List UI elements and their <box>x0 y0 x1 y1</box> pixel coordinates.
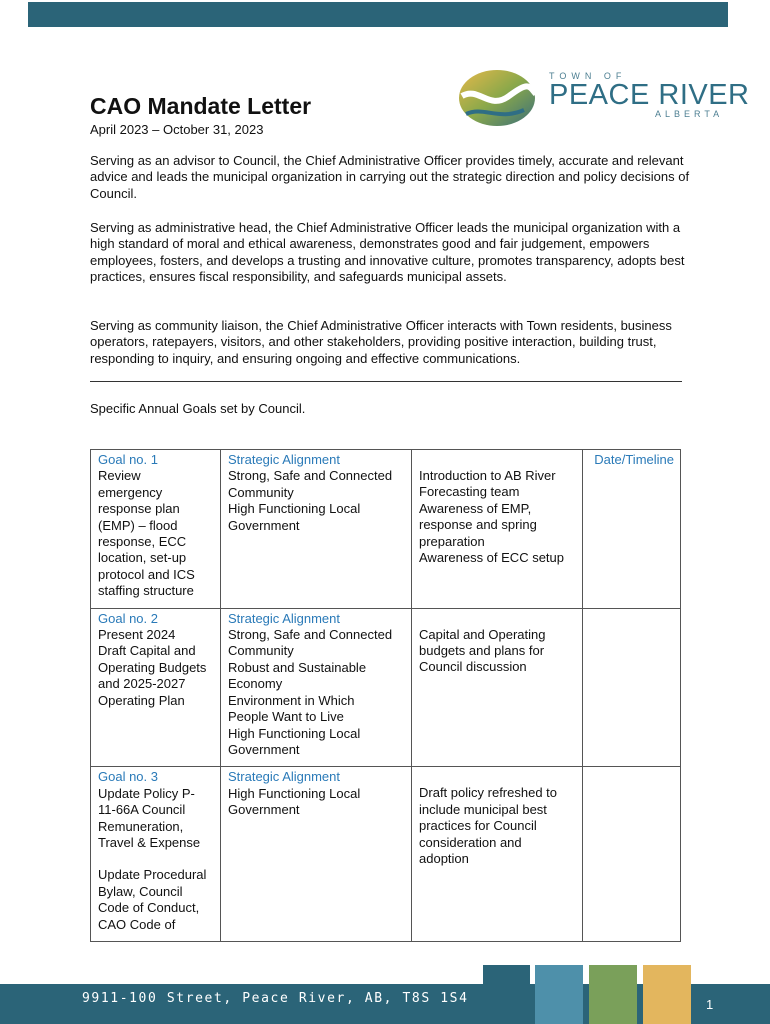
goal-line: Operating Budgets <box>98 659 207 675</box>
footer-square-teal <box>483 965 530 984</box>
alignment-line: Robust and Sustainable <box>228 659 367 675</box>
goal-cell <box>91 450 221 609</box>
goal-line: and 2025-2027 <box>98 676 186 692</box>
goal-line: Review <box>98 468 141 484</box>
date-cell <box>583 767 681 942</box>
outcome-line: preparation <box>419 533 485 549</box>
alignment-line: Environment in Which <box>228 692 355 708</box>
mandate-dates: April 2023 – October 31, 2023 <box>90 122 264 137</box>
alignment-line: Strong, Safe and Connected <box>228 468 393 484</box>
goal-label: Goal no. 1 <box>98 452 158 467</box>
goal-line: Present 2024 <box>98 627 176 643</box>
outcome-line: Forecasting team <box>419 484 520 500</box>
strategic-alignment-label: Strategic Alignment <box>228 452 341 467</box>
goal-line: CAO Code of <box>98 916 176 932</box>
goal-line: Code of Conduct, <box>98 900 200 916</box>
paragraph-admin-head: Serving as administrative head, the Chief Administrative Officer leads the municipal organization with a high standard of moral and ethical awareness, demonstrates good and fair judgement, empowers employees, fosters, and develops a trusting and innovative culture, promotes transparency, adopts best practices, ensures fiscal responsibility, and safeguards municipal assets. <box>90 220 685 285</box>
date-timeline-header: Date/Timeline <box>594 452 674 467</box>
goal-line: (EMP) – flood <box>98 517 178 533</box>
logo-town-name: PEACE RIVER <box>549 79 750 111</box>
page-title: CAO Mandate Letter <box>90 93 312 119</box>
goal-line: Draft Capital and <box>98 643 196 659</box>
alignment-line: Government <box>228 517 300 533</box>
outcome-line: Council discussion <box>419 659 527 675</box>
goal-label: Goal no. 2 <box>98 610 158 626</box>
outcome-line: adoption <box>419 850 469 866</box>
table-row <box>91 450 681 609</box>
goal-line: Update Procedural <box>98 867 207 883</box>
alignment-line: Community <box>228 643 294 659</box>
goal-line: Operating Plan <box>98 692 185 708</box>
table-row <box>91 767 681 942</box>
outcome-line: budgets and plans for <box>419 643 545 659</box>
goal-line: Bylaw, Council <box>98 883 183 899</box>
goal-line: Remuneration, <box>98 818 184 834</box>
alignment-cell <box>221 450 412 609</box>
alignment-cell <box>221 767 412 942</box>
alignment-cell <box>221 608 412 767</box>
outcome-line: practices for Council <box>419 818 537 834</box>
logo-town-of: TOWN OF <box>549 71 627 81</box>
strategic-alignment-label: Strategic Alignment <box>228 610 341 626</box>
goal-line: Travel & Expense <box>98 834 201 850</box>
alignment-line: Community <box>228 484 294 500</box>
outcome-line: Awareness of EMP, <box>419 500 532 516</box>
alignment-line: Strong, Safe and Connected <box>228 627 393 643</box>
alignment-line: Government <box>228 741 300 757</box>
footer-square-blue <box>535 965 583 1024</box>
goal-line: location, set-up <box>98 550 187 566</box>
outcome-line: Capital and Operating <box>419 626 546 642</box>
goal-line: staffing structure <box>98 583 194 599</box>
alignment-line: High Functioning Local <box>228 725 361 741</box>
alignment-line: People Want to Live <box>228 709 344 725</box>
outcome-line: response and spring <box>419 517 537 533</box>
goal-cell <box>91 608 221 767</box>
footer-address: 9911-100 Street, Peace River, AB, T8S 1S4 <box>82 991 469 1006</box>
paragraph-liaison: Serving as community liaison, the Chief Administrative Officer interacts with Town residents, business operators, ratepayers, visitors, and other stakeholders, providing positive interaction, building trust, responding to inquiry, and ensuring ongoing and effective communications. <box>90 318 672 366</box>
date-cell <box>583 450 681 609</box>
alignment-line: Economy <box>228 676 283 692</box>
top-header-bar <box>28 2 728 27</box>
outcome-cell <box>412 608 583 767</box>
strategic-alignment-label: Strategic Alignment <box>228 769 341 785</box>
goal-line: 11-66A Council <box>98 802 186 818</box>
goals-intro: Specific Annual Goals set by Council. <box>90 401 306 416</box>
footer-square-gold <box>643 965 691 1024</box>
goal-line: response plan <box>98 501 180 517</box>
goal-line: response, ECC <box>98 534 187 550</box>
outcome-cell <box>412 767 583 942</box>
alignment-line: Government <box>228 802 300 818</box>
paragraph-advisor: Serving as an advisor to Council, the Chief Administrative Officer provides timely, accurate and relevant advice and leads the municipal organization in carrying out the strategic direction and policy decisions of Council. <box>90 153 690 201</box>
outcome-cell <box>412 450 583 609</box>
table-row <box>91 608 681 767</box>
page-number: 1 <box>706 997 714 1012</box>
outcome-line: Awareness of ECC setup <box>419 550 564 566</box>
section-divider <box>90 381 682 382</box>
alignment-line: High Functioning Local <box>228 785 361 801</box>
outcome-line: Introduction to AB River <box>419 468 556 483</box>
date-cell <box>583 608 681 767</box>
goal-line: emergency <box>98 484 163 500</box>
goal-cell <box>91 767 221 942</box>
logo-province: ALBERTA <box>655 109 724 119</box>
footer-square-green <box>589 965 637 1024</box>
outcome-line: include municipal best <box>419 801 547 817</box>
alignment-line: High Functioning Local <box>228 501 361 517</box>
outcome-line: Draft policy refreshed to <box>419 785 558 801</box>
goal-label: Goal no. 3 <box>98 769 158 785</box>
goal-line: protocol and ICS <box>98 566 195 582</box>
outcome-line: consideration and <box>419 834 522 850</box>
goals-table <box>90 449 681 942</box>
goal-line: Update Policy P- <box>98 785 195 801</box>
